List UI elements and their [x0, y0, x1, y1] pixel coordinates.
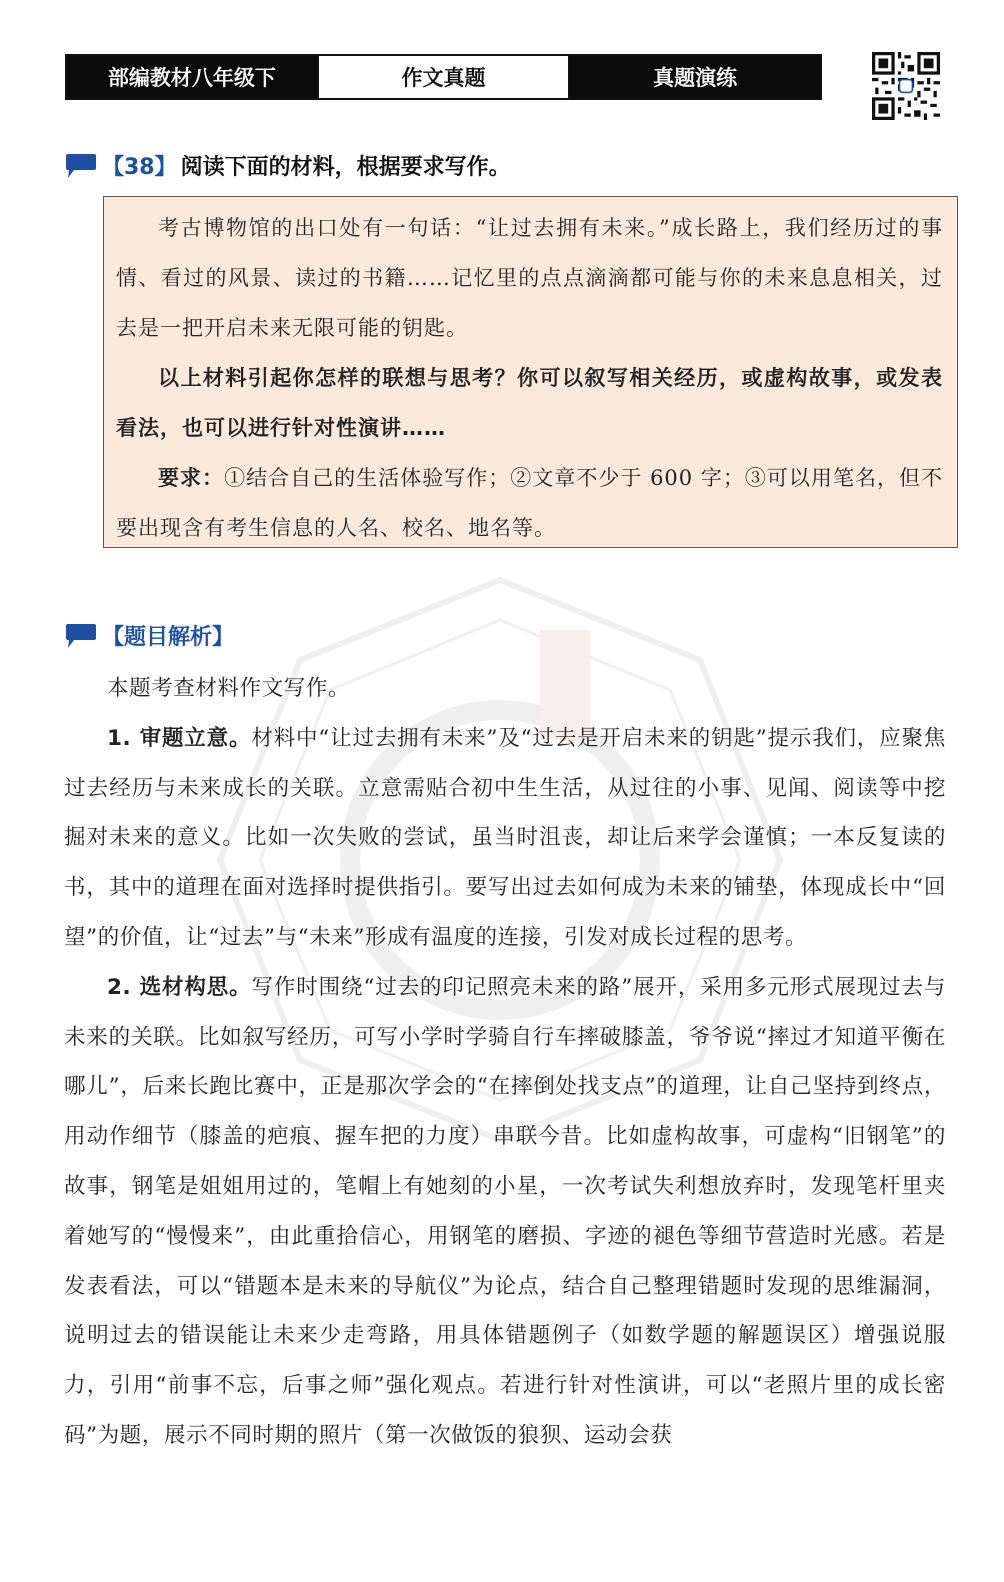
bookmark-flag-icon — [64, 622, 98, 650]
question-heading — [64, 150, 511, 181]
analysis-body — [64, 664, 946, 1461]
material-box — [103, 196, 958, 548]
header-practice-label: 真题演练 — [570, 56, 820, 98]
requirements-text: ①结合自己的生活体验写作；②文章不少于 600 字；③可以用笔名，但不要出现含有考生信息的人名、校名、地名等。 — [116, 466, 944, 540]
analysis-point-2 — [64, 963, 946, 1461]
qr-code-icon[interactable] — [872, 52, 940, 120]
analysis-heading — [64, 620, 234, 651]
analysis-point-1 — [64, 714, 946, 963]
bookmark-flag-icon — [64, 152, 98, 180]
question-title: 阅读下面的材料，根据要求写作。 — [180, 155, 511, 180]
requirements-label: 要求： — [158, 466, 225, 490]
point-2-lead: 2. 选材构思。 — [107, 974, 252, 1000]
point-1-lead: 1. 审题立意。 — [107, 725, 252, 751]
header-topic-label: 作文真题 — [317, 56, 571, 98]
point-2-text: 写作时围绕“过去的印记照亮未来的路”展开，采用多元形式展现过去与未来的关联。比如叙写经历，可写小学时学骑自行车摔破膝盖，爷爷说“摔过才知道平衡在哪儿”，后来长跑比赛中，正是那次学会的“在摔倒处找支点”的道理，让自己坚持到终点，用动作细节（膝盖的疤痕、握车把的力度）串联今昔。比如虚构故事，可虚构“旧钢笔”的故事，钢笔是姐姐用过的，笔帽上有她刻的小星，一次考试失利想放弃时，发现笔杆里夹着她写的“慢慢来”，由此重拾信心，用钢笔的磨损、字迹的褪色等细节营造时光感。若是发表看法，可以“错题本是未来的导航仪”为论点，结合自己整理错题时发现的思维漏洞，说明过去的错误能让未来少走弯路，用具体错题例子（如数学题的解题误区）增强说服力，引用“前事不忘，后事之师”强化观点。若进行针对性演讲，可以“老照片里的成长密码”为题，展示不同时期的照片（第一次做饭的狼狈、运动会获 — [64, 974, 947, 1448]
point-1-text: 材料中“让过去拥有未来”及“过去是开启未来的钥匙”提示我们，应聚焦过去经历与未来成长的关联。立意需贴合初中生生活，从过往的小事、见闻、阅读等中挖掘对未来的意义。比如一次失败的尝试，虽当时沮丧，却让后来学会谨慎；一本反复读的书，其中的道理在面对选择时提供指引。要写出过去如何成为未来的铺垫，体现成长中“回望”的价值，让“过去”与“未来”形成有温度的连接，引发对成长过程的思考。 — [64, 725, 946, 950]
analysis-intro: 本题考查材料作文写作。 — [107, 676, 351, 701]
material-paragraph-2: 以上材料引起你怎样的联想与思考？你可以叙写相关经历，或虚构故事，或发表看法，也可以进行针对性演讲…… — [116, 366, 943, 440]
material-paragraph-1: 考古博物馆的出口处有一句话：“让过去拥有未来。”成长路上，我们经历过的事情、看过的风景、读过的书籍……记忆里的点点滴滴都可能与你的未来息息相关，过去是一把开启未来无限可能的钥匙。 — [116, 216, 943, 340]
header-bar — [65, 54, 822, 100]
header-grade-label: 部编教材八年级下 — [67, 56, 317, 98]
material-requirements — [116, 453, 943, 553]
analysis-heading-label: 【题目解析】 — [102, 625, 235, 650]
question-number: 【38】 — [102, 155, 177, 180]
